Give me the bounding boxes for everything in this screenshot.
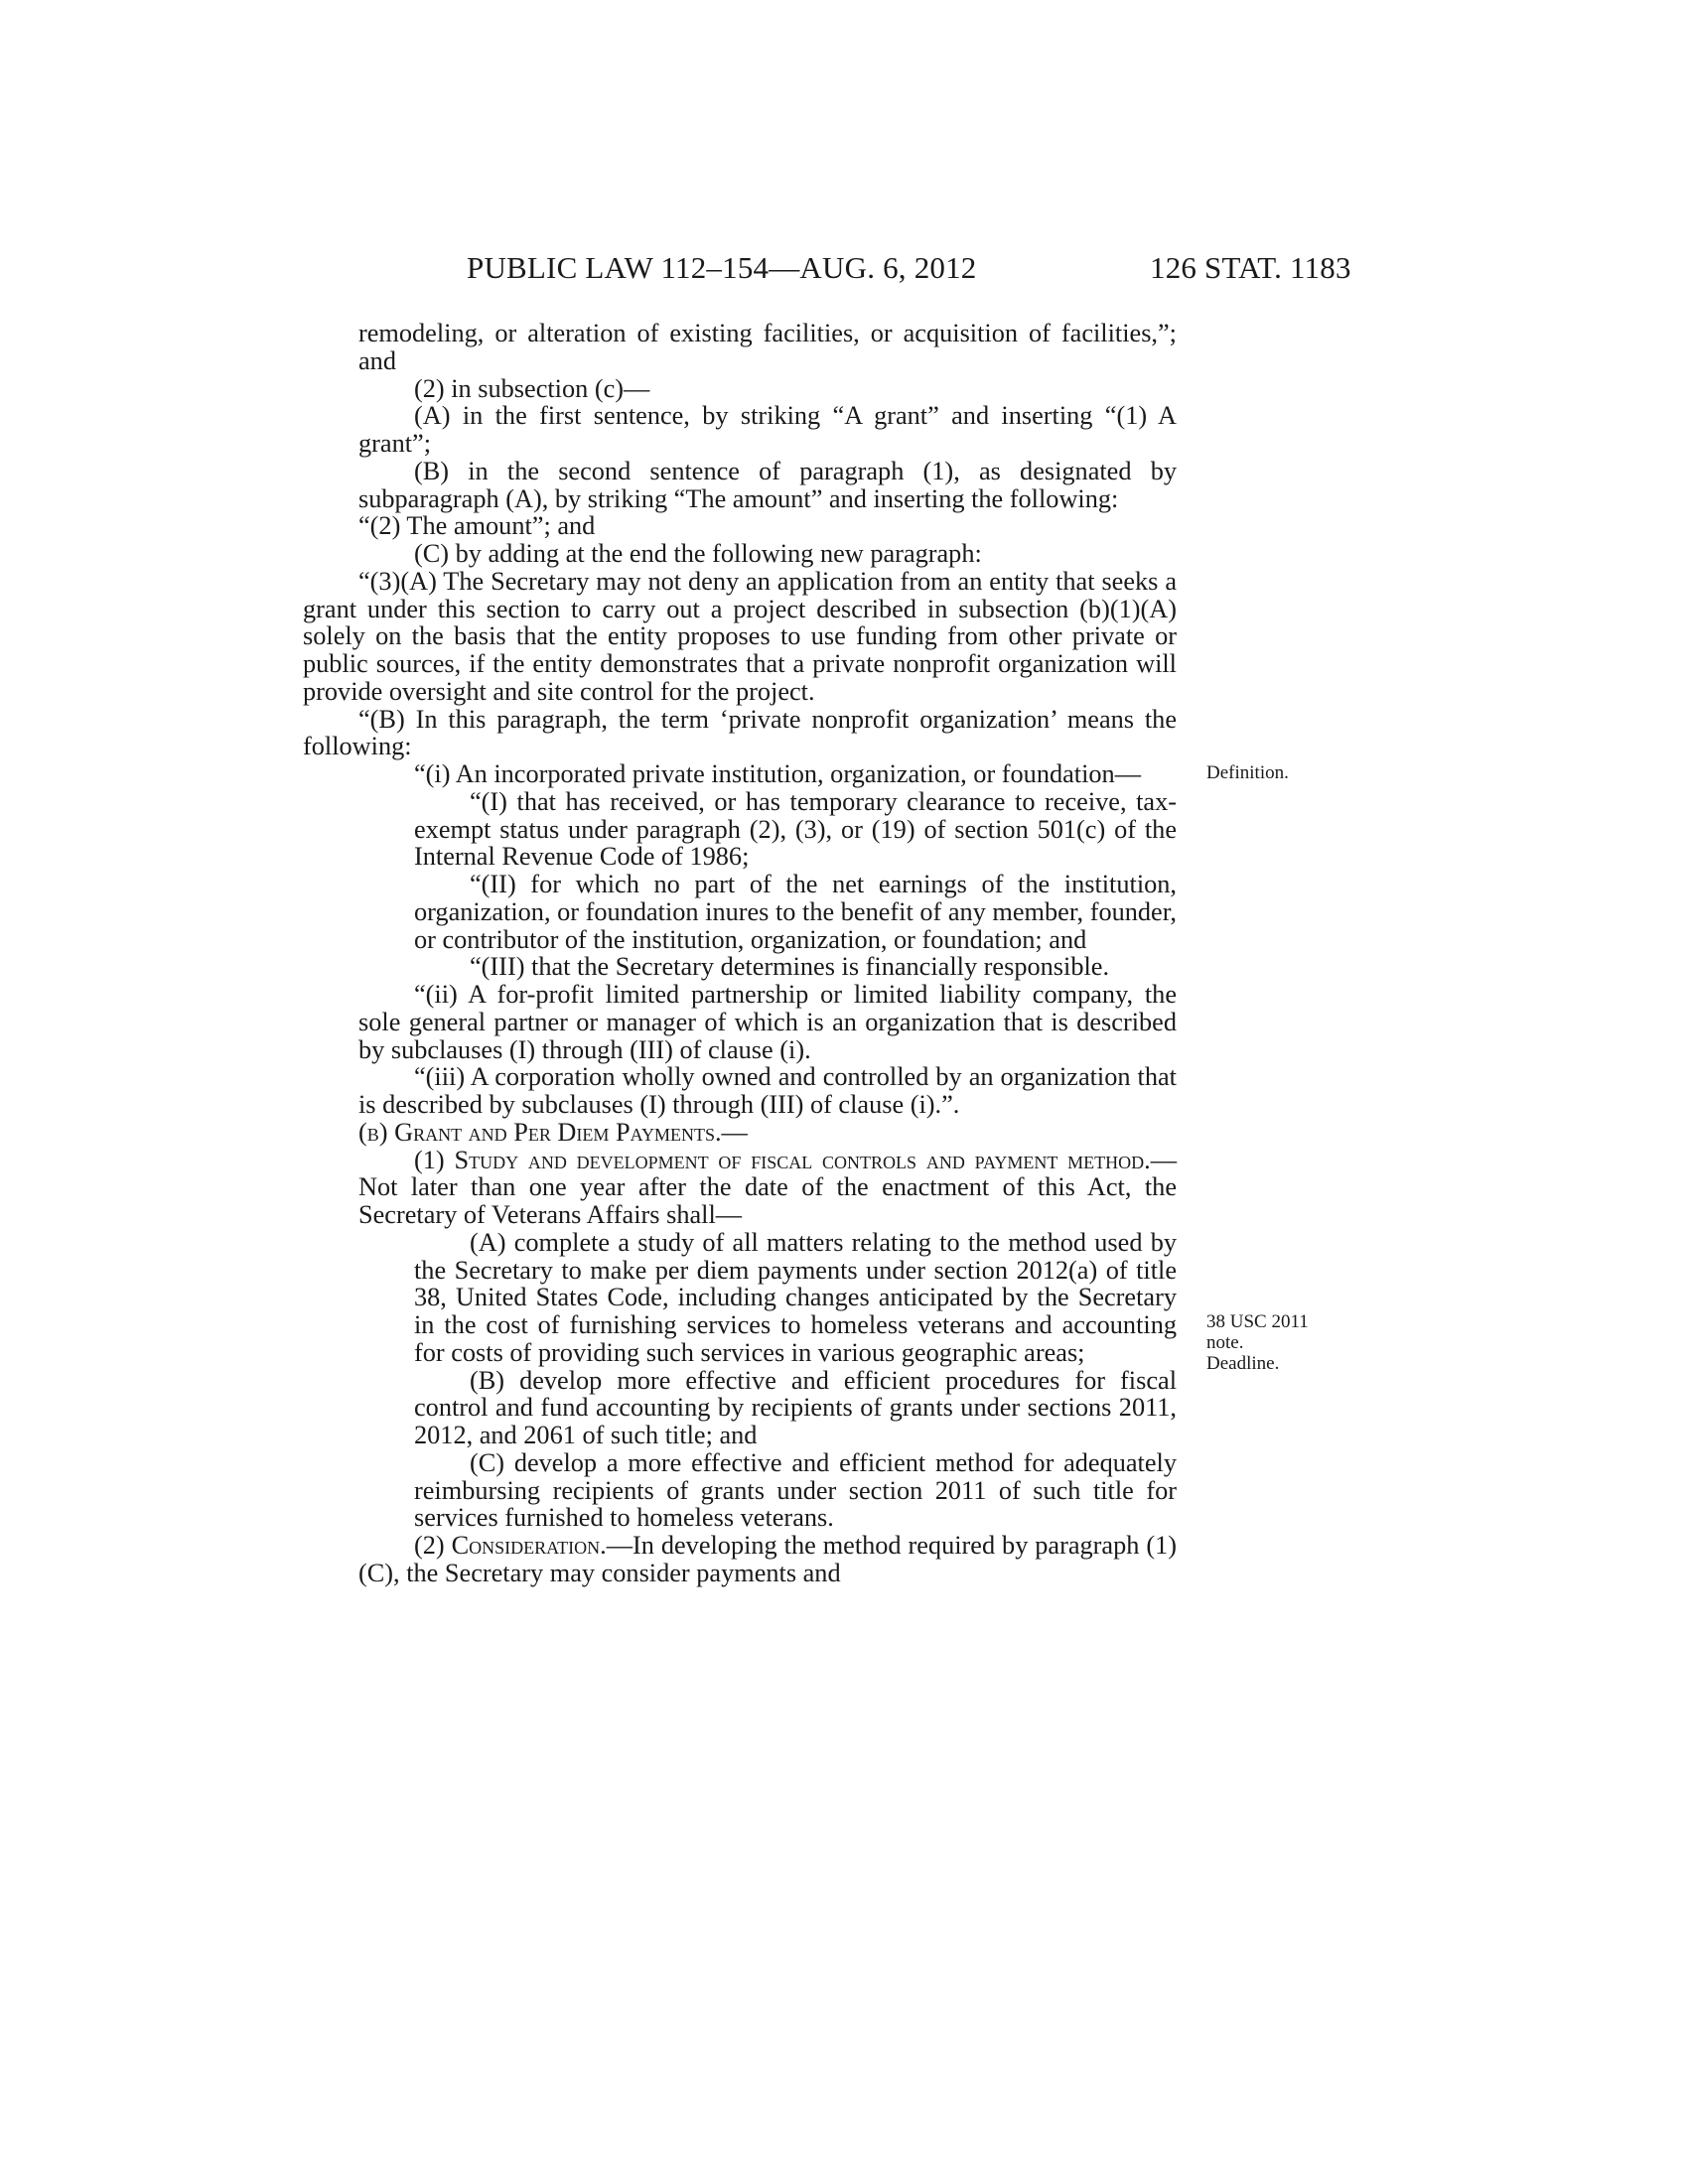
running-header-title: PUBLIC LAW 112–154—AUG. 6, 2012 xyxy=(467,250,977,285)
paragraph: (B) in the second sentence of paragraph (1), as designated by subparagraph (A), by striking “The amount” and inserting the following: xyxy=(358,456,1177,513)
paragraph: remodeling, or alteration of existing facilities, or acquisition of facilities,”; and xyxy=(358,319,1177,375)
law-text-body xyxy=(303,320,1177,1587)
paragraph-text: —In developing the method required by paragraph (1)(C), the Secretary may consider payments and xyxy=(358,1531,1177,1587)
paragraph-text: —Not later than one year after the date of the enactment of this Act, the Secretary of Veterans Affairs shall— xyxy=(358,1145,1177,1229)
section-heading-text: (b) Grant and Per Diem Payments.— xyxy=(358,1117,748,1147)
section-heading xyxy=(358,1119,1177,1147)
paragraph: “(II) for which no part of the net earnings of the institution, organization, or foundation inures to the benefit of any member, founder, or contributor of the institution, organization, or foundation; and xyxy=(414,870,1177,954)
paragraph: (A) in the first sentence, by striking “A grant” and inserting “(1) A grant”; xyxy=(358,401,1177,458)
paragraph: “(III) that the Secretary determines is financially responsible. xyxy=(470,952,1110,982)
paragraph: (C) develop a more effective and efficient method for adequately reimbursing recipients of grants under section 2011 of such title for services furnished to homeless veterans. xyxy=(414,1447,1177,1533)
margin-note-definition: Definition. xyxy=(1206,762,1289,783)
margin-note-deadline: Deadline. xyxy=(1206,1353,1280,1374)
paragraph: (B) develop more effective and efficient procedures for fiscal control and fund accounting by recipients of grants under sections 2011, 2012, and 2061 of such title; and xyxy=(414,1365,1177,1449)
paragraph xyxy=(303,1532,1177,1587)
paragraph: “(iii) A corporation wholly owned and controlled by an organization that is described by subclauses (I) through (III) of clause (i).”. xyxy=(358,1062,1177,1119)
paragraph: (C) by adding at the end the following new paragraph: xyxy=(414,539,982,568)
paragraph-heading: (2) Consideration. xyxy=(414,1531,607,1560)
margin-note-usc: 38 USC 2011 xyxy=(1206,1311,1309,1332)
page-stat-number: 126 STAT. 1183 xyxy=(1150,250,1351,285)
paragraph: “(2) The amount”; and xyxy=(358,511,596,541)
paragraph: “(ii) A for-profit limited partnership or limited liability company, the sole general partner or manager of which is an organization that is described by subclauses (I) through (III) of clause (i). xyxy=(358,980,1177,1064)
paragraph xyxy=(303,1147,1177,1229)
paragraph-heading: (1) Study and development of fiscal controls and payment method. xyxy=(414,1145,1151,1174)
paragraph: (A) complete a study of all matters relating to the method used by the Secretary to make per diem payments under section 2012(a) of title 38, United States Code, including changes anticipated by the Secretary in the cost of furnishing services to homeless veterans and accounting for costs of providing such services in various geographic areas; xyxy=(414,1227,1177,1367)
paragraph: “(i) An incorporated private institution, organization, or foundation— xyxy=(414,759,1141,788)
margin-note-note: note. xyxy=(1206,1332,1244,1353)
paragraph-definition: “(B) In this paragraph, the term ‘private nonprofit organization’ means the following: xyxy=(303,704,1177,761)
paragraph: (2) in subsection (c)— xyxy=(414,373,650,403)
paragraph: “(3)(A) The Secretary may not deny an application from an entity that seeks a grant under this section to carry out a project described in subsection (b)(1)(A) solely on the basis that the entity proposes to use funding from other private or public sources, if the entity demonstrates that a private nonprofit organization will provide oversight and site control for the project. xyxy=(303,566,1177,706)
paragraph: “(I) that has received, or has temporary clearance to receive, tax-exempt status under paragraph (2), (3), or (19) of section 501(c) of the Internal Revenue Code of 1986; xyxy=(414,786,1177,872)
